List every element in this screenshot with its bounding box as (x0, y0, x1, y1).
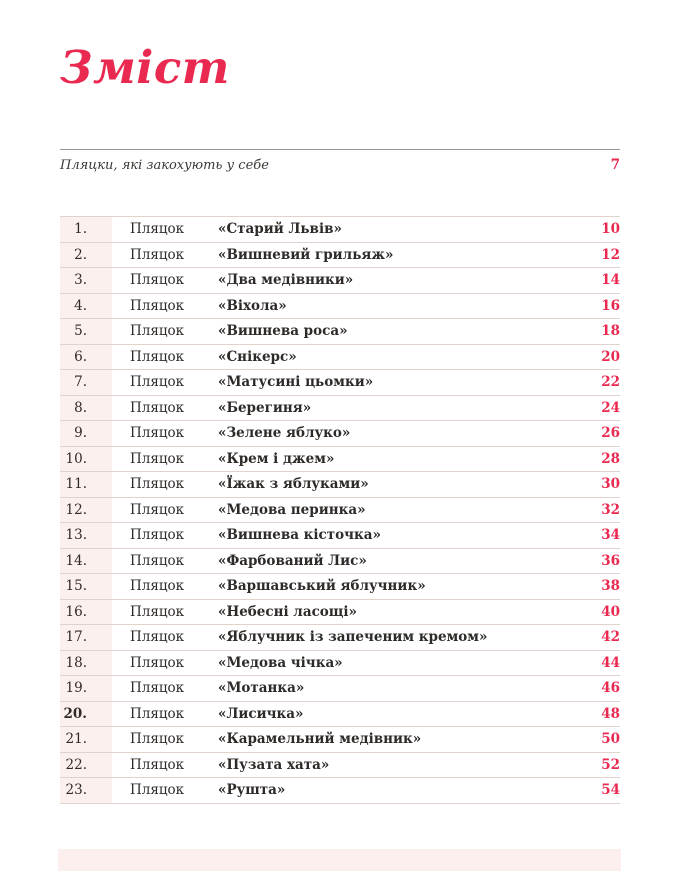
entry-number: 7. (60, 370, 112, 395)
toc-row (60, 370, 620, 396)
entry-title: «Карамельний медівник» (218, 731, 422, 748)
entry-title: «Два медівники» (218, 272, 354, 289)
toc-row (60, 498, 620, 524)
entry-number: 10. (60, 447, 112, 472)
entry-number: 6. (60, 345, 112, 370)
toc-row (60, 319, 620, 345)
entry-title: «Рушта» (218, 782, 286, 799)
entry-title: «Їжак з яблуками» (218, 476, 369, 493)
entry-page-number: 40 (601, 603, 620, 620)
entry-number: 22. (60, 753, 112, 778)
toc-row (60, 421, 620, 447)
entry-page-number: 34 (601, 527, 620, 544)
entry-type-label: Пляцок (130, 654, 185, 671)
entry-page-number: 24 (601, 399, 620, 416)
entry-type-label: Пляцок (130, 603, 185, 620)
entry-title: «Матусині цьомки» (218, 374, 374, 391)
entry-title: «Небесні ласощі» (218, 603, 357, 620)
toc-row (60, 549, 620, 575)
entry-number: 8. (60, 396, 112, 421)
entry-title: «Крем і джем» (218, 450, 335, 467)
entry-number: 19. (60, 676, 112, 701)
entry-type-label: Пляцок (130, 348, 185, 365)
entry-type-label: Пляцок (130, 782, 185, 799)
entry-number: 12. (60, 498, 112, 523)
entry-title: «Медова чічка» (218, 654, 343, 671)
entry-title: «Пузата хата» (218, 756, 330, 773)
entry-number: 1. (60, 217, 112, 242)
entry-page-number: 12 (601, 246, 620, 263)
entry-type-label: Пляцок (130, 272, 185, 289)
entry-type-label: Пляцок (130, 221, 185, 238)
entry-type-label: Пляцок (130, 374, 185, 391)
entry-type-label: Пляцок (130, 399, 185, 416)
toc-row (60, 294, 620, 320)
entry-page-number: 18 (601, 323, 620, 340)
entry-number: 16. (60, 600, 112, 625)
entry-page-number: 22 (601, 374, 620, 391)
entry-page-number: 36 (601, 552, 620, 569)
entry-title: «Старий Львів» (218, 221, 342, 238)
entry-type-label: Пляцок (130, 450, 185, 467)
entry-title: «Снікерс» (218, 348, 297, 365)
toc-table (60, 216, 620, 804)
entry-title: «Медова перинка» (218, 501, 366, 518)
section-title: Пляцки, які закохують у себе (60, 158, 269, 173)
entry-type-label: Пляцок (130, 323, 185, 340)
entry-title: «Зелене яблуко» (218, 425, 351, 442)
entry-number: 4. (60, 294, 112, 319)
toc-row (60, 396, 620, 422)
entry-number: 13. (60, 523, 112, 548)
page-title: Зміст (60, 41, 230, 94)
toc-row (60, 243, 620, 269)
entry-number: 23. (60, 778, 112, 803)
toc-row (60, 651, 620, 677)
entry-number: 9. (60, 421, 112, 446)
entry-type-label: Пляцок (130, 680, 185, 697)
entry-page-number: 50 (601, 731, 620, 748)
entry-number: 20. (60, 702, 112, 727)
entry-number: 2. (60, 243, 112, 268)
entry-title: «Віхола» (218, 297, 287, 314)
entry-title: «Лисичка» (218, 705, 304, 722)
entry-title: «Вишнева кісточка» (218, 527, 381, 544)
toc-row (60, 676, 620, 702)
entry-page-number: 28 (601, 450, 620, 467)
entry-page-number: 10 (601, 221, 620, 238)
entry-page-number: 20 (601, 348, 620, 365)
toc-row (60, 753, 620, 779)
entry-page-number: 26 (601, 425, 620, 442)
toc-row (60, 472, 620, 498)
entry-page-number: 14 (601, 272, 620, 289)
toc-row (60, 345, 620, 371)
entry-page-number: 30 (601, 476, 620, 493)
toc-row (60, 600, 620, 626)
entry-page-number: 48 (601, 705, 620, 722)
entry-type-label: Пляцок (130, 476, 185, 493)
entry-number: 21. (60, 727, 112, 752)
entry-type-label: Пляцок (130, 731, 185, 748)
entry-type-label: Пляцок (130, 501, 185, 518)
entry-title: «Берегиня» (218, 399, 312, 416)
entry-number: 14. (60, 549, 112, 574)
entry-title: «Варшавський яблучник» (218, 578, 426, 595)
entry-page-number: 44 (601, 654, 620, 671)
entry-page-number: 42 (601, 629, 620, 646)
entry-number: 17. (60, 625, 112, 650)
entry-type-label: Пляцок (130, 425, 185, 442)
entry-number: 3. (60, 268, 112, 293)
entry-title: «Фарбований Лис» (218, 552, 367, 569)
toc-row (60, 727, 620, 753)
footer-decoration-bar (58, 849, 621, 871)
entry-type-label: Пляцок (130, 629, 185, 646)
entry-type-label: Пляцок (130, 705, 185, 722)
section-header-row (60, 149, 620, 173)
entry-title: «Яблучник із запеченим кремом» (218, 629, 488, 646)
entry-number: 18. (60, 651, 112, 676)
entry-type-label: Пляцок (130, 297, 185, 314)
entry-number: 5. (60, 319, 112, 344)
toc-row (60, 523, 620, 549)
entry-type-label: Пляцок (130, 552, 185, 569)
toc-row (60, 778, 620, 804)
entry-page-number: 52 (601, 756, 620, 773)
section-page-number: 7 (610, 157, 620, 173)
entry-type-label: Пляцок (130, 578, 185, 595)
entry-title: «Вишневий грильяж» (218, 246, 394, 263)
entry-type-label: Пляцок (130, 756, 185, 773)
entry-page-number: 16 (601, 297, 620, 314)
entry-title: «Вишнева роса» (218, 323, 348, 340)
entry-number: 15. (60, 574, 112, 599)
entry-page-number: 54 (601, 782, 620, 799)
entry-page-number: 32 (601, 501, 620, 518)
toc-row (60, 217, 620, 243)
toc-row (60, 268, 620, 294)
toc-row (60, 574, 620, 600)
entry-type-label: Пляцок (130, 527, 185, 544)
toc-row (60, 625, 620, 651)
toc-row (60, 447, 620, 473)
entry-page-number: 38 (601, 578, 620, 595)
entry-page-number: 46 (601, 680, 620, 697)
entry-type-label: Пляцок (130, 246, 185, 263)
entry-title: «Мотанка» (218, 680, 305, 697)
entry-number: 11. (60, 472, 112, 497)
toc-row (60, 702, 620, 728)
